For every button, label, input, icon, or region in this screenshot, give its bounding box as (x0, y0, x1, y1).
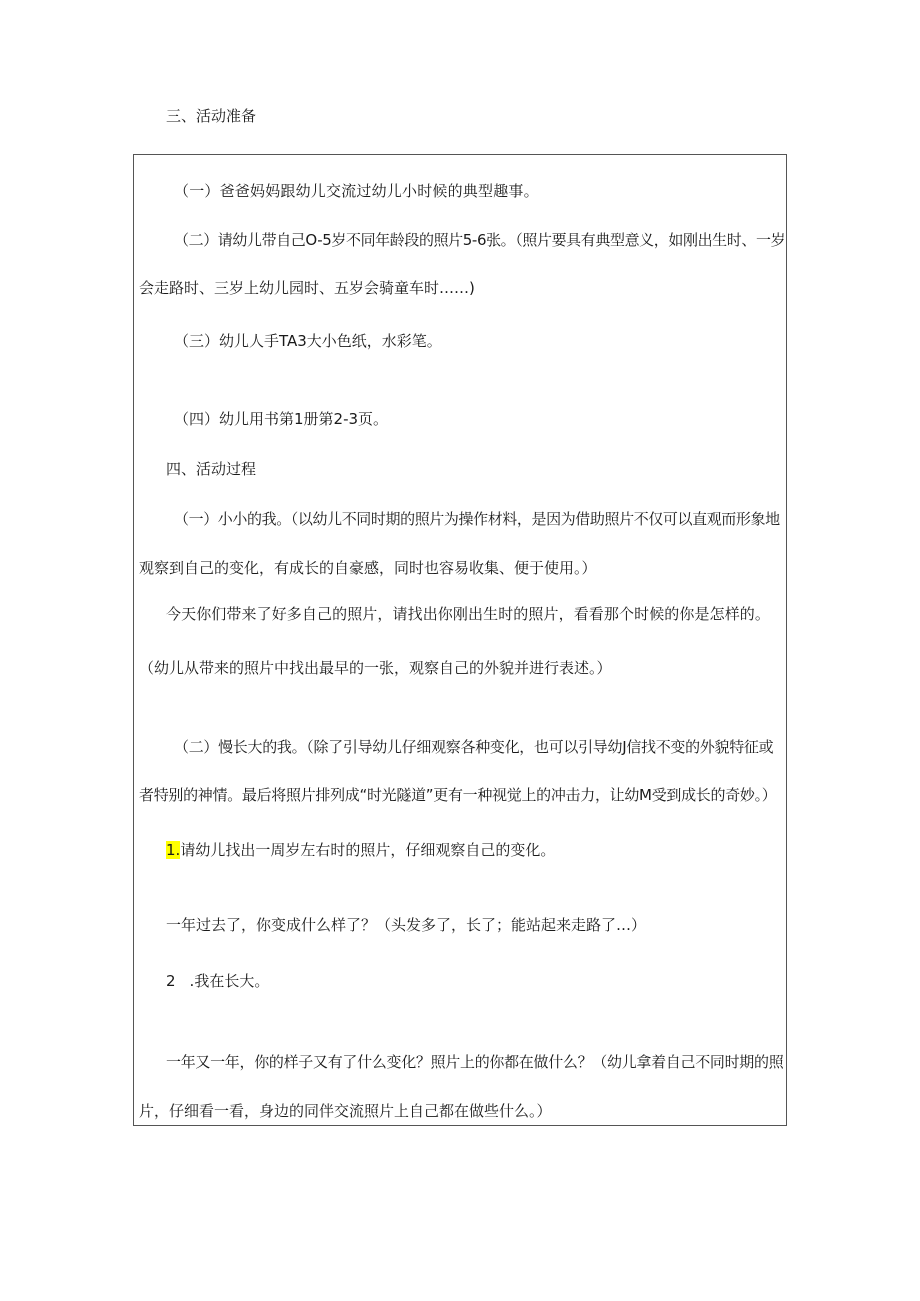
step-1-text: 请幼儿找出一周岁左右时的照片，仔细观察自己的变化。 (180, 841, 556, 859)
process-part-1-note: （幼儿从带来的照片中找出最早的一张，观察自己的外貌并进行表述。） (139, 659, 612, 677)
prep-item-1: （一）爸爸妈妈跟幼儿交流过幼儿小时候的典型趣事。 (174, 182, 539, 200)
section-heading-preparation: 三、活动准备 (166, 107, 257, 125)
step-1 (166, 840, 555, 860)
prep-item-4: （四）幼儿用书第1册第2-3页。 (174, 410, 389, 428)
process-part-2-line-2: 者特别的神情。最后将照片排列成“时光隧道”更有一种视觉上的冲击力，让幼M受到成长的奇妙。） (139, 786, 777, 804)
step-2-number: 2 (166, 972, 176, 990)
step-1-question: 一年过去了，你变成什么样了？（头发多了，长了；能站起来走路了…） (166, 916, 647, 934)
step-2-line-2: 片，仔细看一看，身边的同伴交流照片上自己都在做些什么。） (139, 1102, 552, 1120)
process-heading: 四、活动过程 (166, 460, 257, 478)
step-2-title: .我在长大。 (189, 972, 270, 990)
process-part-1-line-2: 观察到自己的变化，有成长的自豪感，同时也容易收集、便于使用。） (139, 559, 597, 577)
prep-item-2-line-2: 会走路时、三岁上幼儿园时、五岁会骑童车时……) (139, 279, 475, 297)
process-part-2-line-1: （二）慢长大的我。（除了引导幼儿仔细观察各种变化，也可以引导幼J信找不变的外貌特征或 (174, 738, 774, 756)
process-part-1-line-1: （一）小小的我。（以幼儿不同时期的照片为操作材料，是因为借助照片不仅可以直观而形象地 (174, 510, 780, 528)
step-2 (166, 971, 269, 991)
step-2-line-1: 一年又一年，你的样子又有了什么变化？照片上的你都在做什么？（幼儿拿着自己不同时期的照 (166, 1053, 784, 1071)
step-1-number-highlight: 1. (166, 841, 181, 859)
prep-item-2-line-1: （二）请幼儿带自己O-5岁不同年龄段的照片5-6张。（照片要具有典型意义，如刚出生时、一岁 (174, 231, 786, 249)
process-part-1-question: 今天你们带来了好多自己的照片，请找出你刚出生时的照片，看看那个时候的你是怎样的。 (166, 605, 771, 623)
prep-item-3: （三）幼儿人手TA3大小色纸，水彩笔。 (174, 332, 442, 350)
